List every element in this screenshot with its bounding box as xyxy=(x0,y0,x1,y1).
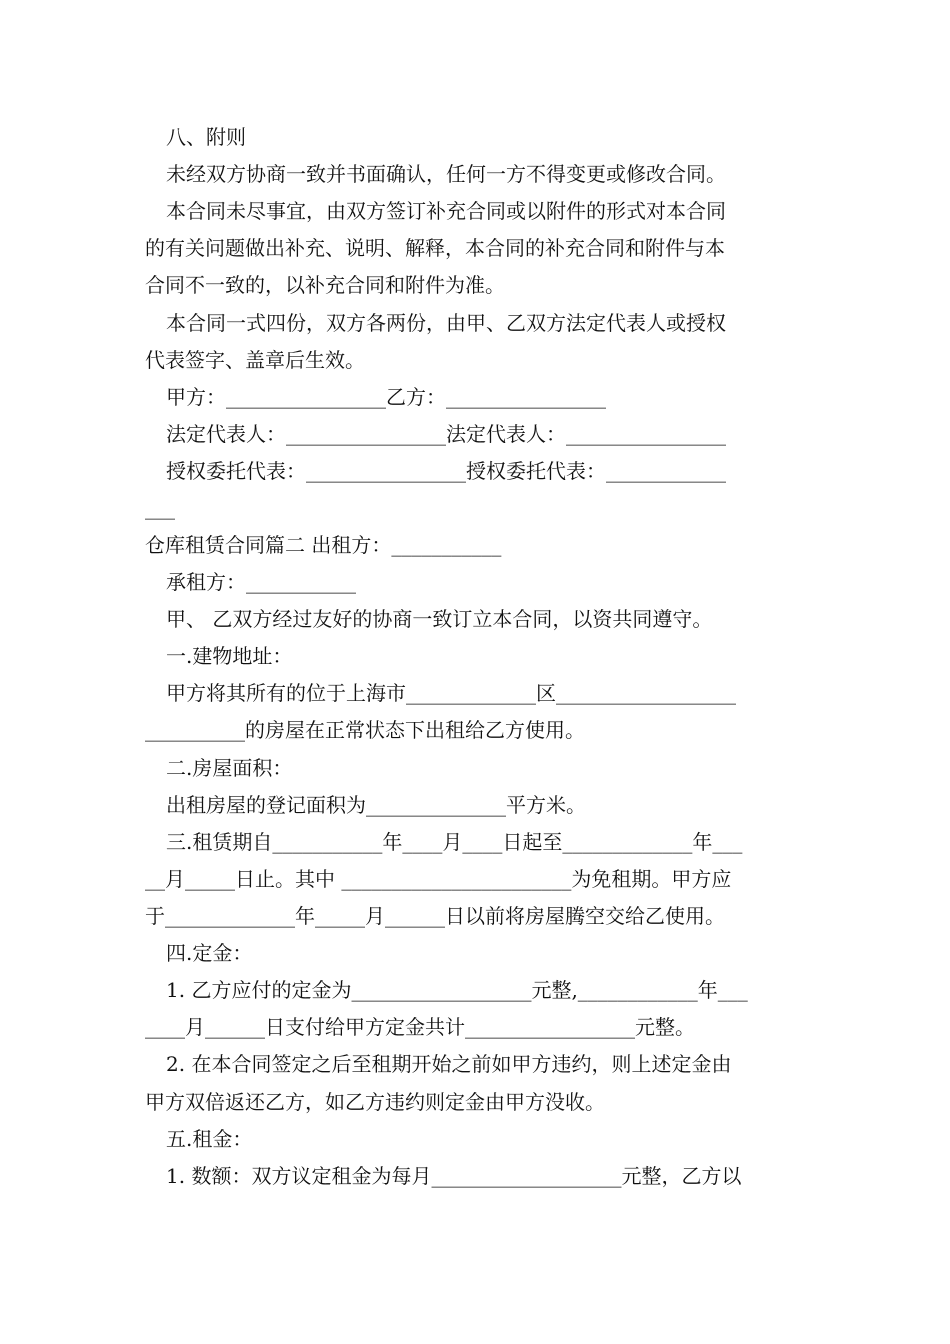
section-heading-area: 二.房屋面积： xyxy=(166,756,293,780)
paragraph-line: 甲方双倍返还乙方，如乙方违约则定金由甲方没收。 xyxy=(145,1090,605,1114)
paragraph-line: 1. 数额：双方议定租金为每月___________________元整，乙方以 xyxy=(166,1164,742,1188)
paragraph-line: 本合同一式四份，双方各两份，由甲、乙双方法定代表人或授权 xyxy=(166,311,726,335)
paragraph-line: 出租房屋的登记面积为______________平方米。 xyxy=(166,793,586,817)
paragraph-line: 代表签字、盖章后生效。 xyxy=(145,348,365,372)
paragraph-line: 2. 在本合同签定之后至租期开始之前如甲方违约，则上述定金由 xyxy=(166,1052,732,1076)
section-heading-address: 一.建物地址： xyxy=(166,644,293,668)
section-heading-appendix: 八、附则 xyxy=(166,125,246,149)
paragraph-line: 1. 乙方应付的定金为__________________元整,____________年___ xyxy=(166,978,748,1002)
paragraph-line: 三.租赁期自___________年____月____日起至_____________年___ xyxy=(166,830,743,854)
paragraph-line: ____月______日支付给甲方定金共计_________________元整。 xyxy=(145,1015,695,1039)
paragraph-line: 合同不一致的，以补充合同和附件为准。 xyxy=(145,273,505,297)
paragraph-line: __________的房屋在正常状态下出租给乙方使用。 xyxy=(145,718,585,742)
signature-authorized-line-cont: ___ xyxy=(145,496,175,520)
paragraph-line: 于_____________年_____月______日以前将房屋腾空交给乙使用。 xyxy=(145,904,725,928)
paragraph-line: 本合同未尽事宜，由双方签订补充合同或以附件的形式对本合同 xyxy=(166,199,726,223)
lessee-line: 承租方：___________ xyxy=(166,570,356,594)
paragraph-line: 未经双方协商一致并书面确认，任何一方不得变更或修改合同。 xyxy=(166,162,726,186)
section-heading-deposit: 四.定金： xyxy=(166,941,253,965)
signature-authorized-line: 授权委托代表：________________授权委托代表：____________ xyxy=(166,459,726,483)
paragraph-line: __月_____日止。其中 _______________________为免租期。甲方应 xyxy=(145,867,732,891)
signature-legal-rep-line: 法定代表人：________________法定代表人：________________ xyxy=(166,422,726,446)
paragraph-line: 甲方将其所有的位于上海市_____________区__________________ xyxy=(166,681,736,705)
section-title-contract-two: 仓库租赁合同篇二 出租方：___________ xyxy=(145,533,502,557)
paragraph-line: 的有关问题做出补充、说明、解释，本合同的补充合同和附件与本 xyxy=(145,236,725,260)
section-heading-rent: 五.租金： xyxy=(166,1127,253,1151)
paragraph-line: 甲、 乙双方经过友好的协商一致订立本合同，以资共同遵守。 xyxy=(166,607,713,631)
signature-party-line: 甲方：________________乙方：________________ xyxy=(166,385,606,409)
